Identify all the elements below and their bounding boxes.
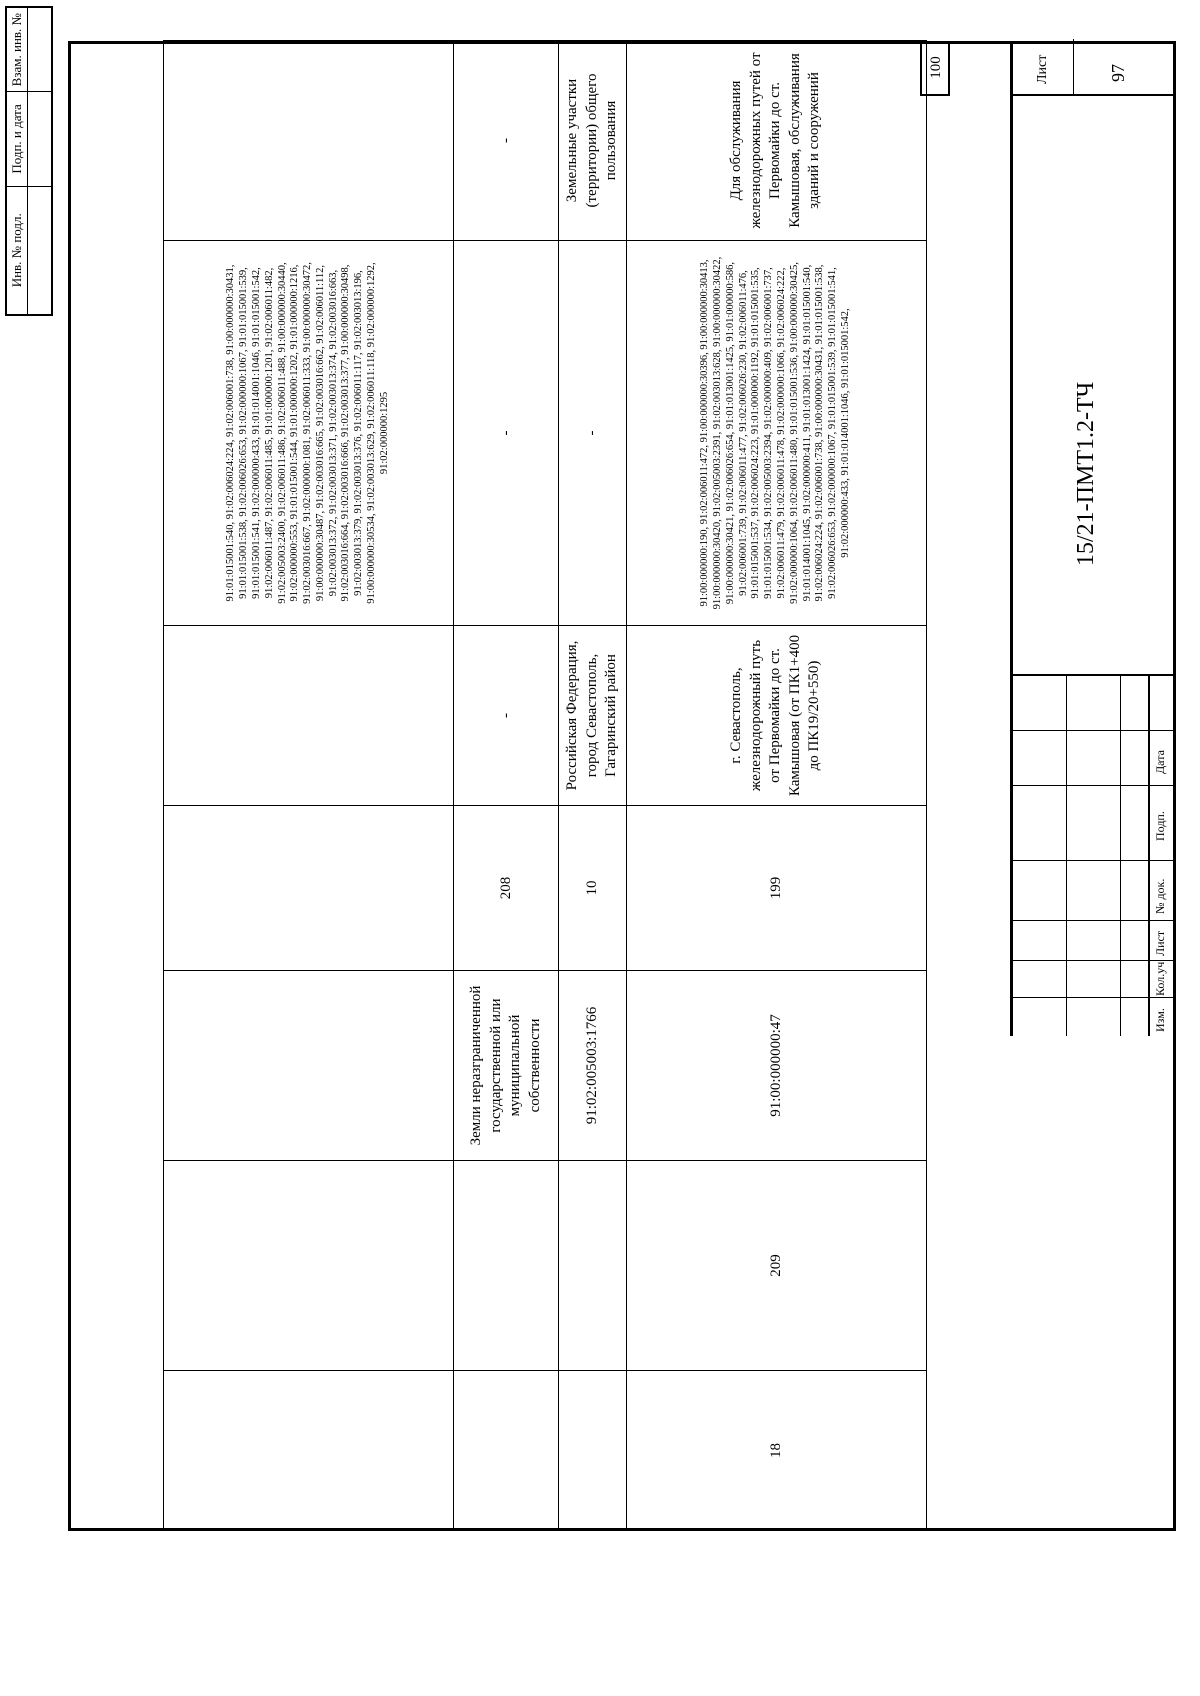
- sheet-box: [1013, 39, 1176, 96]
- table-row: [626, 41, 926, 1531]
- cell-address: [164, 626, 454, 806]
- title-label: Дата: [1153, 750, 1167, 774]
- cell-purpose: [164, 41, 454, 241]
- cell-area: [164, 806, 454, 971]
- cell-parcels: -: [454, 241, 559, 626]
- cell-address: -: [454, 626, 559, 806]
- cell-parcels: 91:01:015001:540, 91:02:006024:224, 91:02:006001:738, 91:00:000000:30431, 91:01:015001:538, 91:02:006026:653, 91:02:000000:1067, 91:01:015001:539, 91:01:015001:541, 91:02:000000:433, 91:01:014001:1046, 91:01:015001:542, 91:02:006011:487, 91:02:006011:485, 91:01:000000:1201, 91:02:006011:482, 91:02:005003:2400, 91:02:006011:486, 91:02:006011:488, 91:00:000000:30440, 91:02:000000:553, 91:01:015001:544, 91:01:000000:1202, 91:01:000000:1216, 91:02:003016:667, 91:02:000000:1081, 91:02:006011:333, 91:00:000000:30472, 91:00:000000:30487, 91:02:003016:665, 91:02:003016:662, 91:02:006011:112, 91:02:003013:372, 91:02:003013:371, 91:02:003013:374, 91:02:003016:663, 91:02:003016:664, 91:02:003016:666, 91:02:003013:377, 91:00:000000:30498, 91:02:003013:379, 91:02:003013:376, 91:02:006011:117, 91:02:003013:196, 91:00:000000:30534, 91:02:003013:629, 91:02:006011:118, 91:02:000000:1292, 91:02:000000:1295: [164, 241, 454, 626]
- revision-grid: [1013, 674, 1176, 1036]
- cell-no: [454, 1371, 559, 1531]
- cell-no: 18: [626, 1371, 926, 1531]
- cell-parcels: -: [559, 241, 627, 626]
- side-stamp-label: Подп. и дата: [7, 91, 27, 185]
- cell-no: [164, 1371, 454, 1531]
- sheet-label: Лист: [1035, 54, 1050, 84]
- cell-land-no: [164, 1161, 454, 1371]
- cell-purpose: Земельные участки (территории) общего пользования: [559, 41, 627, 241]
- cell-category: 91:00:000000:47: [626, 971, 926, 1161]
- cell-no: [559, 1371, 627, 1531]
- land-table: [163, 40, 927, 1531]
- title-label: № док.: [1153, 878, 1167, 914]
- title-label: Изм.: [1153, 1008, 1167, 1032]
- title-label: Лист: [1153, 930, 1167, 956]
- page-stamp: 100: [920, 41, 950, 96]
- cell-category: [164, 971, 454, 1161]
- cell-purpose: -: [454, 41, 559, 241]
- title-block: [1010, 41, 1176, 1036]
- title-label: Подп.: [1153, 811, 1167, 841]
- cell-land-no: 209: [626, 1161, 926, 1371]
- cell-parcels: 91:00:000000:190, 91:02:006011:472, 91:00:000000:30396, 91:00:000000:30413, 91:00:000000:30420, 91:02:005003:2391, 91:02:003013:628, 91:00:000000:30422, 91:00:000000:30421, 91:02:006026:654, 91:01:013001:1425, 91:01:000000:586, 91:02:006001:739, 91:02:006011:477, 91:02:006026:230, 91:02:006011:476, 91:01:015001:537, 91:02:006024:223, 91:01:000000:1192, 91:01:015001:535, 91:01:015001:534, 91:02:005003:2394, 91:02:000000:409, 91:02:006001:737, 91:02:006011:479, 91:02:006011:478, 91:02:000000:1066, 91:02:006024:222, 91:02:000000:1064, 91:02:006011:480, 91:01:015001:536, 91:00:000000:30425, 91:01:014001:1045, 91:02:000000:411, 91:01:013001:1424, 91:01:015001:540, 91:02:006024:224, 91:02:006001:738, 91:00:000000:30431, 91:01:015001:538, 91:02:006026:653, 91:02:000000:1067, 91:01:015001:539, 91:01:015001:541, 91:02:000000:433, 91:01:014001:1046, 91:01:015001:542,: [626, 241, 926, 626]
- cell-address: г. Севастополь, железнодорожный путь от Первомайки до ст. Камышовая (от ПК1+400 до ПК19/20+550): [626, 626, 926, 806]
- title-label: Кол.уч: [1153, 961, 1167, 996]
- table-row: [454, 41, 559, 1531]
- cell-area: 199: [626, 806, 926, 971]
- cell-land-no: [454, 1161, 559, 1371]
- cell-category: 91:02:005003:1766: [559, 971, 627, 1161]
- side-stamp: [5, 6, 53, 316]
- table-row: [559, 41, 627, 1531]
- cell-address: Российская Федерация, город Севастополь, Гагаринский район: [559, 626, 627, 806]
- sheet-number: 97: [1108, 64, 1128, 82]
- cell-area: 10: [559, 806, 627, 971]
- cell-area: 208: [454, 806, 559, 971]
- cell-category: Земли неразграниченной государственной или муниципальной собственности: [454, 971, 559, 1161]
- side-stamp-label: Взам. инв. №: [9, 13, 24, 87]
- document-code: 15/21-ПМТ1.2-ТЧ: [1073, 381, 1099, 566]
- side-stamp-label: Инв. № подл.: [7, 186, 27, 314]
- cell-land-no: [559, 1161, 627, 1371]
- table-row: [164, 41, 454, 1531]
- cell-purpose: Для обслуживания железнодорожных путей от Первомайки до ст. Камышовая, обслуживания зданий и сооружений: [626, 41, 926, 241]
